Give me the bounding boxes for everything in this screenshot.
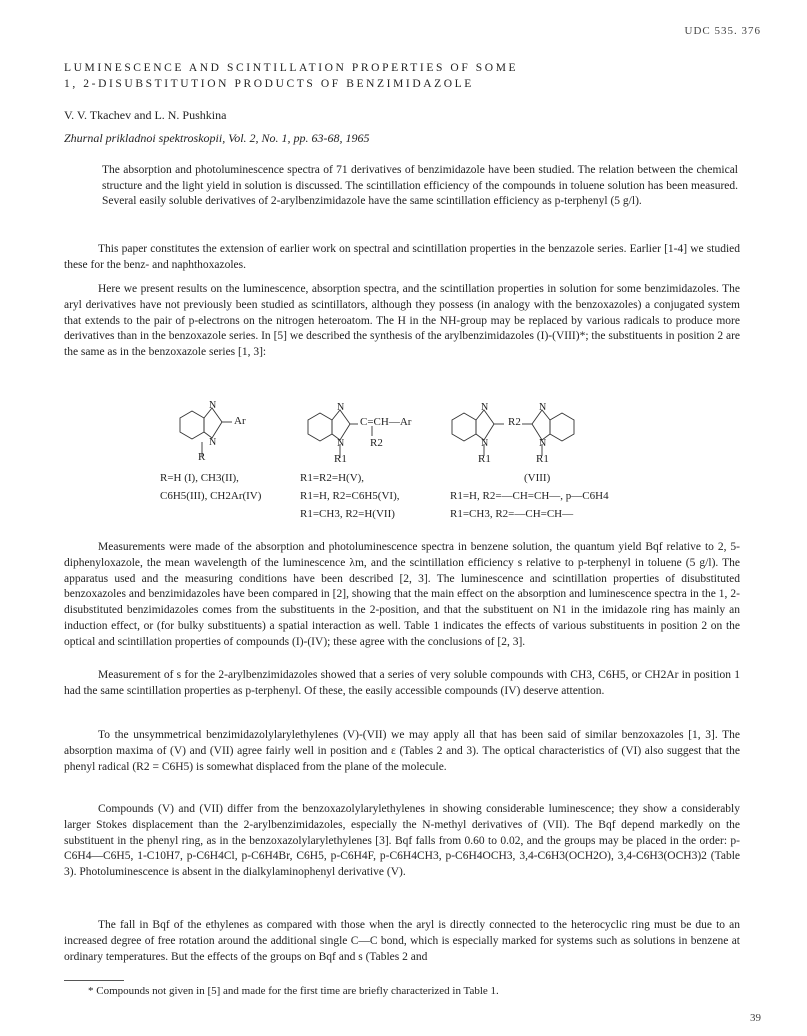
section-6 (64, 802, 740, 881)
intro-section (64, 242, 740, 274)
chemical-structures (160, 398, 640, 478)
s2-r2-label: R2 (370, 437, 383, 449)
section-3 (64, 540, 740, 651)
imidazole-ring-1 (204, 408, 222, 438)
section-4 (64, 668, 740, 700)
s1-ar-label: Ar (234, 415, 246, 427)
svg-text:N: N (539, 438, 547, 449)
section-2 (64, 282, 740, 361)
s3-r1b-label: R1 (536, 453, 549, 465)
footnote: * Compounds not given in [5] and made for the first time are briefly characterized in Table 1. (88, 985, 499, 997)
s2-chain-label: C=CH—Ar (360, 416, 412, 428)
paragraph-7: The fall in Bqf of the ethylenes as compared with those when the aryl is directly connected to the heterocyclic ring must be due to an increased degree of free rotation around the additional single C—C bond, which is especially marked for systems such as solutions in benzene at ordinary temperatures. But the effects of the groups on Bqf and s (Tables 2 and (64, 919, 740, 963)
paragraph-5: To the unsymmetrical benzimidazolylarylethylenes (V)-(VII) we may apply all that has been said of similar benzoxazoles [1, 3]. The absorption maxima of (V) and (VII) agree fairly well in position and ε (Tables 2 and 3). The optical characteristics of (VI) also suggest that the phenyl radical (R2 = C6H5) is somewhat displaced from the plane of the molecule. (64, 729, 740, 773)
s1-r-label: R (198, 451, 206, 463)
section-7 (64, 918, 740, 965)
paragraph-6: Compounds (V) and (VII) differ from the benzoxazolylarylethylenes in showing considerable luminescence; they show a considerably larger Stokes displacement than the 2-arylbenzimidazoles, especially the N-methyl derivatives of (VII). The Bqf depend markedly on the substituent in the phenyl ring, as in the benzoxazolylarylethylenes [3]. Bqf falls from 0.60 to 0.02, and the groups may be placed in the order: p-C6H4—C6H5, 1-C10H7, p-C6H4Cl, p-C6H4Br, C6H5, p-C6H4F, p-C6H4CH3, p-C6H4OCH3, 3,4-C6H3(OCH2O), 3,4-C6H3(OCH3)2 (Table 3). Photoluminescence is absent in the dialkylaminophenyl derivative (V). (64, 803, 740, 879)
paper-title (64, 60, 518, 92)
title-line-2: 1, 2-DISUBSTITUTION PRODUCTS OF BENZIMIDAZOLE (64, 78, 474, 90)
s2-r1-label: R1 (334, 453, 347, 465)
svg-text:N: N (209, 400, 217, 411)
section-5 (64, 728, 740, 775)
benzene-ring-3b (550, 413, 574, 441)
benzene-ring-1 (180, 411, 204, 439)
abstract: The absorption and photoluminescence spectra of 71 derivatives of benzimidazole have been studied. The relation between the chemical structure and the light yield in solution is discussed. The scintillation efficiency of the compounds in toluene solution has been measured. Several easily soluble derivatives of 2-arylbenzimidazole have the same scintillation efficiency as p-terphenyl (5 g/l). (102, 164, 738, 207)
paragraph-1: This paper constitutes the extension of earlier work on spectral and scintillation properties in the benzazole series. Earlier [1-4] we studied these for the benz- and naphthoxazoles. (64, 243, 740, 271)
svg-text:N: N (539, 402, 547, 413)
s3-legend-2: R1=H, R2=—CH=CH—, p—C6H4 (450, 490, 609, 502)
s2-legend-2: R1=H, R2=C6H5(VI), (300, 490, 400, 502)
imidazole-ring-3b (532, 410, 550, 440)
s1-legend-1: R=H (I), CH3(II), (160, 472, 239, 484)
journal-reference: Zhurnal prikladnoi spektroskopii, Vol. 2, No. 1, pp. 63-68, 1965 (64, 131, 370, 145)
svg-text:N: N (481, 402, 489, 413)
svg-text:N: N (481, 438, 489, 449)
svg-text:N: N (337, 438, 345, 449)
s3-r1a-label: R1 (478, 453, 491, 465)
s3-r2-label: R2 (508, 416, 521, 428)
s2-legend-1: R1=R2=H(V), (300, 472, 365, 484)
benzene-ring-2 (308, 413, 332, 441)
paragraph-3: Measurements were made of the absorption and photoluminescence spectra in benzene solution, the quantum yield Bqf relative to 2, 5-diphenyloxazole, the mean wavelength of the luminescence λm, and the scintillation efficiency s relative to p-terphenyl in toluene (5 g/l). The apparatus used and the measuring conditions have been described [2, 3]. The luminescence and scintillation properties of disubstituted benzoxazoles and benzimidazoles have been compared in [2], showing that the main effect on the absorption and luminescence spectra in the 1, 2-disubstituted benzimidazoles comes from the substituents in the 2-position, and that the substituent on N1 in the imidazole ring has mainly an induction effect, or (for bulky substituents) a spatial interaction as well. Table 1 indicates the effects of various substituents in position 2 on the optical and scintillation properties of compounds (I)-(IV); these agree with the conclusions of [2, 3]. (64, 541, 740, 648)
imidazole-ring-2 (332, 410, 350, 440)
s3-legend-1: (VIII) (524, 472, 551, 484)
imidazole-ring-3a (476, 410, 494, 440)
udc-code: UDC 535. 376 (684, 25, 761, 37)
s1-legend-2: C6H5(III), CH2Ar(IV) (160, 490, 262, 502)
s3-legend-3: R1=CH3, R2=—CH=CH— (450, 508, 574, 520)
benzene-ring-3a (452, 413, 476, 441)
paragraph-2: Here we present results on the luminescence, absorption spectra, and the scintillation properties in solution for some benzimidazoles. The aryl derivatives have not previously been studied as scintillators, although they possess (in analogy with the benzoxazoles) a conjugated system that extends to the pair of p-electrons on the nitrogen heteroatom. The H in the NH-group may be replaced by various radicals to produce more derivatives than in the benzoxazole series. In [5] we described the synthesis of the arylbenzimidazoles (I)-(VIII)*; the substituents in position 2 are the same as in the benzoxazole series [1, 3]: (64, 283, 740, 359)
svg-text:N: N (209, 437, 217, 448)
s2-legend-3: R1=CH3, R2=H(VII) (300, 508, 395, 520)
footnote-divider (64, 980, 124, 981)
authors: V. V. Tkachev and L. N. Pushkina (64, 108, 227, 122)
svg-text:N: N (337, 402, 345, 413)
page-number: 39 (750, 1012, 761, 1024)
paragraph-4: Measurement of s for the 2-arylbenzimidazoles showed that a series of very soluble compounds with CH3, C6H5, or CH2Ar in position 1 had the same scintillation properties as p-terphenyl. Of these, the easily accessible compounds (IV) deserve attention. (64, 669, 740, 697)
title-line-1: LUMINESCENCE AND SCINTILLATION PROPERTIES OF SOME (64, 62, 519, 74)
